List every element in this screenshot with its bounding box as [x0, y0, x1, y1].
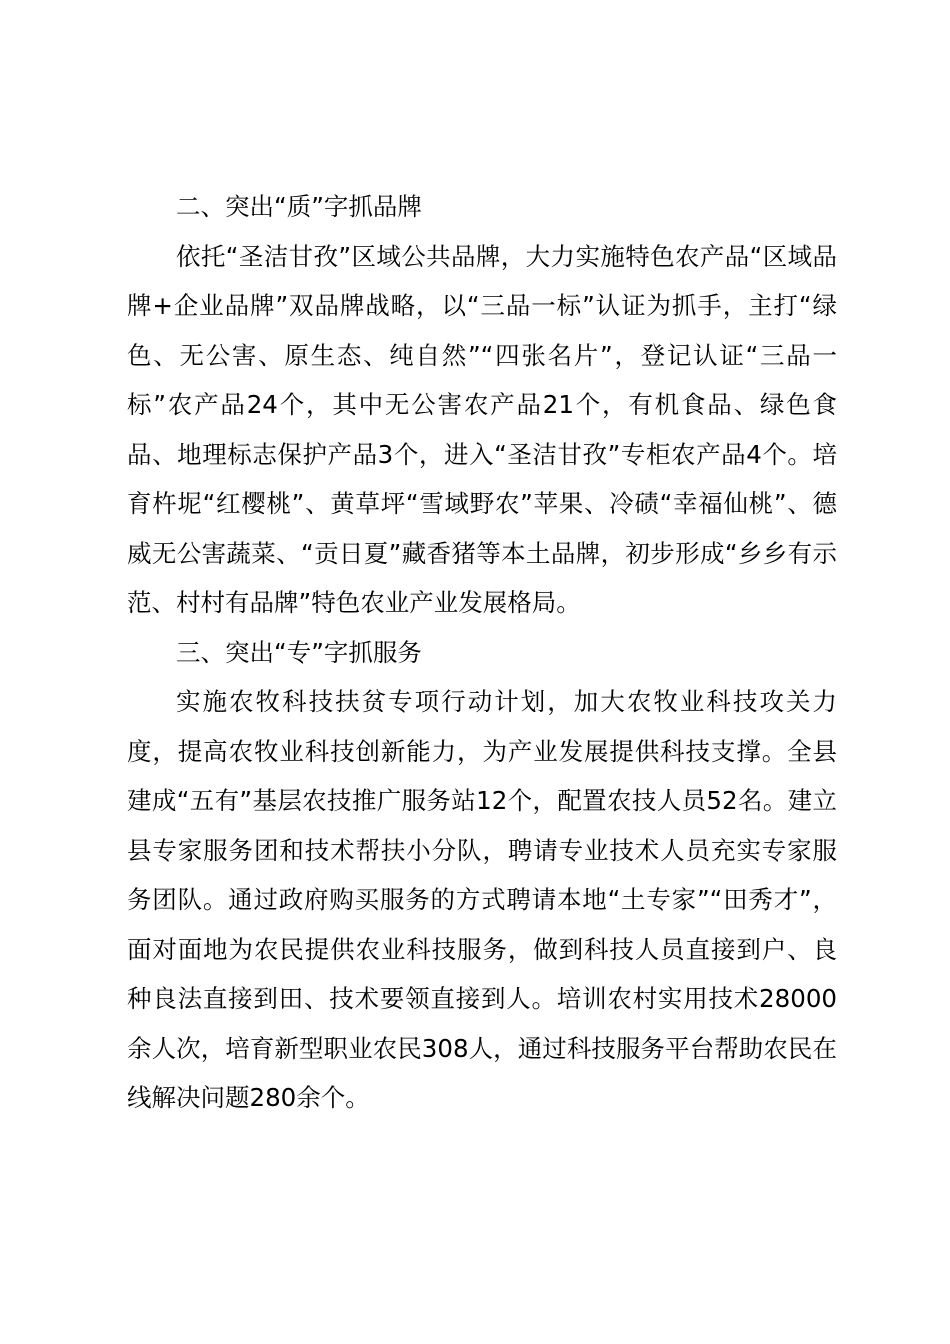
document-body	[127, 182, 837, 1123]
section-heading-quality: 二、突出“质”字抓品牌	[176, 192, 422, 221]
paragraph-service: 实施农牧科技扶贫专项行动计划，加大农牧业科技攻关力度，提高农牧业科技创新能力，为产业发展提供科技支撑。全县建成“五有”基层农技推广服务站12个，配置农技人员52名。建立县专家服务团和技术帮扶小分队，聘请专业技术人员充实专家服务团队。通过政府购买服务的方式聘请本地“土专家”“田秀才”，面对面地为农民提供农业科技服务，做到科技人员直接到户、良种良法直接到田、技术要领直接到人。培训农村实用技术28000余人次，培育新型职业农民308人，通过科技服务平台帮助农民在线解决问题280余个。	[127, 687, 837, 1112]
section-heading-service: 三、突出“专”字抓服务	[176, 637, 422, 667]
paragraph-quality-brand: 依托“圣洁甘孜”区域公共品牌，大力实施特色农产品“区域品牌+企业品牌”双品牌战略，以“三品一标”认证为抓手，主打“绿色、无公害、原生态、纯自然”“四张名片”，登记认证“三品一标”农产品24个，其中无公害农产品21个，有机食品、绿色食品、地理标志保护产品3个，进入“圣洁甘孜”专柜农产品4个。培育杵坭“红樱桃”、黄草坪“雪域野农”苹果、冷碛“幸福仙桃”、德威无公害蔬菜、“贡日夏”藏香猪等本土品牌，初步形成“乡乡有示范、村村有品牌”特色农业产业发展格局。	[127, 241, 837, 617]
